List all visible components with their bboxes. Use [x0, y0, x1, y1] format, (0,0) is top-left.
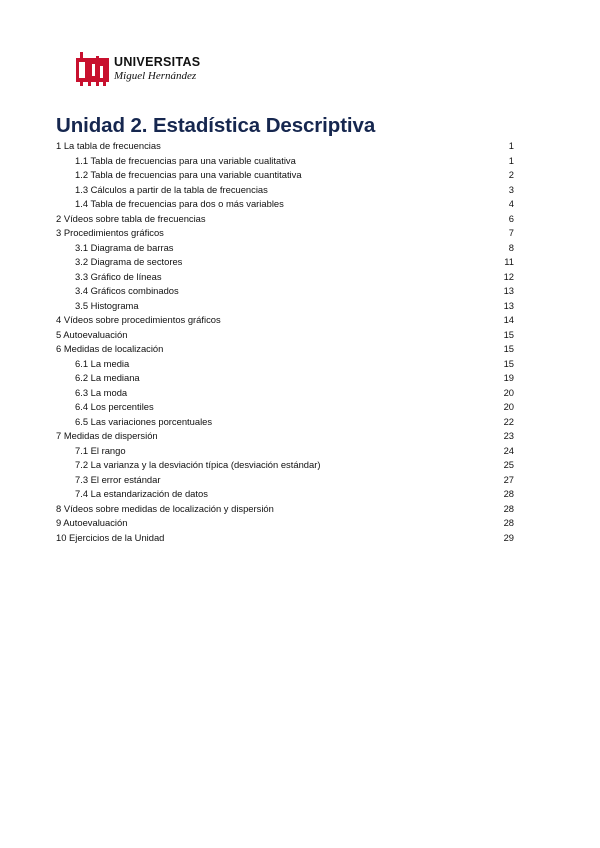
toc-entry[interactable]: [56, 386, 514, 401]
toc-entry-page-number: 8: [508, 241, 514, 253]
toc-entry[interactable]: [56, 299, 514, 314]
toc-entry[interactable]: [56, 415, 514, 430]
toc-entry-page-number: 24: [503, 444, 514, 456]
page-title: Unidad 2. Estadística Descriptiva: [56, 114, 376, 137]
toc-entry[interactable]: [56, 241, 514, 256]
toc-entry[interactable]: [56, 371, 514, 386]
toc-entry[interactable]: [56, 328, 514, 343]
toc-entry-label: 1.4 Tabla de frecuencias para dos o más variables: [75, 198, 284, 210]
toc-entry-page-number: 13: [503, 299, 514, 311]
toc-entry-label: 1 La tabla de frecuencias: [56, 140, 161, 151]
toc-entry[interactable]: [56, 473, 514, 488]
toc-entry-page-number: 20: [503, 386, 514, 398]
table-of-contents: [56, 139, 514, 545]
toc-entry-label: 6.4 Los percentiles: [75, 401, 154, 413]
toc-entry[interactable]: [56, 255, 514, 270]
toc-entry-page-number: 1: [508, 140, 514, 151]
toc-entry[interactable]: [56, 139, 514, 154]
toc-entry-label: 5 Autoevaluación: [56, 328, 128, 340]
toc-entry[interactable]: [56, 270, 514, 285]
toc-entry[interactable]: [56, 502, 514, 517]
toc-entry[interactable]: [56, 284, 514, 299]
toc-entry-label: 1.2 Tabla de frecuencias para una variable cuantitativa: [75, 169, 302, 181]
logo-university-subname: Miguel Hernández: [114, 69, 197, 82]
toc-entry-label: 3.4 Gráficos combinados: [75, 285, 179, 297]
toc-entry-label: 2 Vídeos sobre tabla de frecuencias: [56, 212, 206, 224]
toc-entry[interactable]: [56, 444, 514, 459]
toc-entry[interactable]: [56, 342, 514, 357]
toc-entry[interactable]: [56, 531, 514, 546]
toc-entry-page-number: 7: [508, 227, 514, 239]
toc-entry-page-number: 13: [503, 285, 514, 297]
toc-entry-label: 8 Vídeos sobre medidas de localización y dispersión: [56, 502, 274, 514]
toc-entry-label: 3.1 Diagrama de barras: [75, 241, 174, 253]
toc-entry-page-number: 15: [503, 328, 514, 340]
toc-entry-page-number: 4: [508, 198, 514, 210]
toc-entry-page-number: 12: [503, 270, 514, 282]
toc-entry-label: 10 Ejercicios de la Unidad: [56, 531, 165, 543]
toc-entry-label: 6.1 La media: [75, 357, 130, 369]
toc-entry-page-number: 11: [504, 256, 514, 268]
toc-entry-page-number: 1: [508, 154, 514, 166]
toc-entry-label: 6.2 La mediana: [75, 372, 140, 384]
toc-entry[interactable]: [56, 226, 514, 241]
university-logo: [76, 50, 206, 88]
toc-entry-label: 7 Medidas de dispersión: [56, 430, 158, 442]
toc-entry-label: 3.5 Histograma: [75, 299, 139, 311]
toc-entry[interactable]: [56, 313, 514, 328]
toc-entry-page-number: 28: [503, 517, 514, 529]
toc-entry-label: 6.5 Las variaciones porcentuales: [75, 415, 213, 427]
toc-entry[interactable]: [56, 429, 514, 444]
toc-entry-page-number: 15: [503, 357, 514, 369]
toc-entry[interactable]: [56, 516, 514, 531]
toc-entry-page-number: 15: [503, 343, 514, 355]
toc-entry[interactable]: [56, 458, 514, 473]
toc-entry-label: 7.4 La estandarización de datos: [75, 488, 208, 500]
toc-entry-label: 3.3 Gráfico de líneas: [75, 270, 162, 282]
university-emblem-icon: [76, 52, 109, 86]
toc-entry-label: 7.2 La varianza y la desviación típica (desviación estándar): [75, 459, 321, 471]
toc-entry[interactable]: [56, 197, 514, 212]
toc-entry-label: 3 Procedimientos gráficos: [56, 227, 164, 239]
toc-entry-page-number: 14: [503, 314, 514, 326]
toc-entry-label: 7.3 El error estándar: [75, 473, 161, 485]
toc-entry[interactable]: [56, 168, 514, 183]
toc-entry-page-number: 28: [503, 488, 514, 500]
toc-entry[interactable]: [56, 357, 514, 372]
logo-university-name: UNIVERSITAS: [114, 55, 201, 70]
toc-entry[interactable]: [56, 212, 514, 227]
toc-entry-page-number: 22: [503, 415, 514, 427]
toc-entry[interactable]: [56, 487, 514, 502]
toc-entry-label: 1.1 Tabla de frecuencias para una variable cualitativa: [75, 154, 296, 166]
toc-entry-page-number: 27: [503, 473, 514, 485]
toc-entry[interactable]: [56, 400, 514, 415]
toc-entry-label: 6 Medidas de localización: [56, 343, 164, 355]
toc-entry-page-number: 25: [503, 459, 514, 471]
toc-entry-page-number: 2: [508, 169, 514, 181]
toc-entry[interactable]: [56, 154, 514, 169]
toc-entry-label: 3.2 Diagrama de sectores: [75, 256, 183, 268]
toc-entry[interactable]: [56, 183, 514, 198]
toc-entry-page-number: 3: [508, 183, 514, 195]
toc-entry-page-number: 29: [503, 531, 514, 543]
toc-entry-page-number: 19: [503, 372, 514, 384]
toc-entry-label: 4 Vídeos sobre procedimientos gráficos: [56, 314, 221, 326]
toc-entry-page-number: 6: [508, 212, 514, 224]
toc-entry-label: 7.1 El rango: [75, 444, 126, 456]
toc-entry-label: 9 Autoevaluación: [56, 517, 128, 529]
toc-entry-page-number: 23: [503, 430, 514, 442]
toc-entry-label: 6.3 La moda: [75, 386, 128, 398]
toc-entry-page-number: 28: [503, 502, 514, 514]
toc-entry-label: 1.3 Cálculos a partir de la tabla de frecuencias: [75, 183, 268, 195]
toc-entry-page-number: 20: [503, 401, 514, 413]
